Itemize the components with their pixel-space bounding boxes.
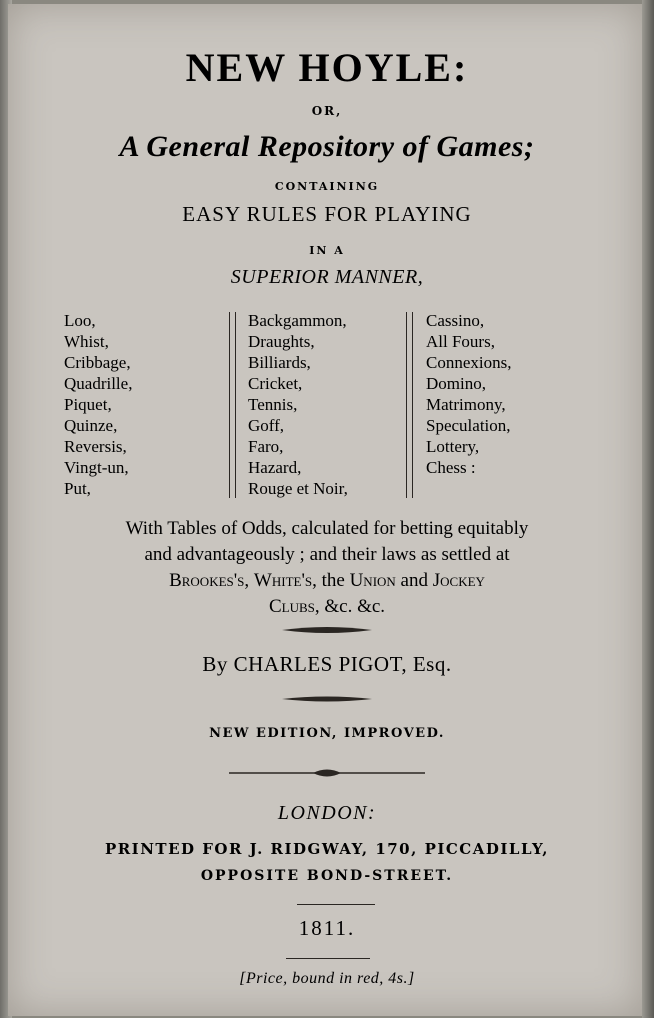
game-item: Goff, <box>248 416 285 435</box>
game-item: Backgammon, <box>248 311 347 330</box>
description-line <box>40 594 614 620</box>
address-line: OPPOSITE BOND-STREET. <box>200 868 454 884</box>
column-divider <box>406 312 413 498</box>
game-item: Cribbage, <box>64 353 131 372</box>
games-column-3 <box>426 310 511 478</box>
game-item: Quadrille, <box>64 374 133 393</box>
game-item: Loo, <box>64 311 96 330</box>
description-word: and <box>400 570 428 591</box>
description-word: the <box>321 570 345 591</box>
game-item: Tennis, <box>248 395 298 414</box>
game-item: Draughts, <box>248 332 315 351</box>
ornament-divider <box>0 692 654 706</box>
london-line: LONDON: <box>277 802 377 824</box>
game-item: Chess : <box>426 458 476 477</box>
game-item: Put, <box>64 479 91 498</box>
description-line: and advantageously ; and their laws as settled at <box>144 544 510 565</box>
column-divider <box>229 312 236 498</box>
club-name: Jockey <box>432 570 485 591</box>
game-item: Cassino, <box>426 311 485 330</box>
publication-year: 1811. <box>298 916 356 940</box>
game-item: Faro, <box>248 437 284 456</box>
ornament-divider <box>0 623 654 637</box>
rule-divider <box>286 958 370 959</box>
club-name: White's, <box>253 570 317 591</box>
club-name: Clubs, <box>268 596 320 617</box>
book-title: NEW HOYLE: <box>185 45 469 90</box>
printer-line: PRINTED FOR J. RIDGWAY, 170, PICCADILLY, <box>104 840 550 858</box>
game-item: Cricket, <box>248 374 303 393</box>
game-item: All Fours, <box>426 332 495 351</box>
easy-rules-line: EASY RULES FOR PLAYING <box>182 202 472 226</box>
club-name: Union <box>349 570 396 591</box>
game-item: Lottery, <box>426 437 480 456</box>
game-item: Matrimony, <box>426 395 506 414</box>
description-word: &c. &c. <box>324 596 386 617</box>
games-column-1 <box>64 310 132 499</box>
club-name: Brookes's, <box>169 570 250 591</box>
description-paragraph <box>40 516 614 620</box>
game-item: Quinze, <box>64 416 118 435</box>
game-item: Domino, <box>426 374 486 393</box>
description-line <box>40 568 614 594</box>
description-line: With Tables of Odds, calculated for betting equitably <box>125 518 529 539</box>
game-item: Connexions, <box>426 353 512 372</box>
game-item: Billiards, <box>248 353 311 372</box>
containing-line: CONTAINING <box>274 180 380 193</box>
author-line: By CHARLES PIGOT, Esq. <box>202 652 452 676</box>
ornament-divider <box>0 766 654 780</box>
rule-divider <box>297 904 375 905</box>
game-item: Speculation, <box>426 416 511 435</box>
game-item: Hazard, <box>248 458 302 477</box>
book-subtitle: A General Repository of Games; <box>119 130 535 163</box>
games-column-2 <box>248 310 348 499</box>
game-item: Reversis, <box>64 437 127 456</box>
superior-manner-line: SUPERIOR MANNER, <box>230 266 424 288</box>
game-item: Vingt-un, <box>64 458 129 477</box>
price-line: [Price, bound in red, 4s.] <box>239 970 415 987</box>
game-item: Piquet, <box>64 395 112 414</box>
edition-line: NEW EDITION, IMPROVED. <box>209 726 445 741</box>
game-item: Whist, <box>64 332 109 351</box>
in-a-line: IN A <box>309 244 345 257</box>
game-item: Rouge et Noir, <box>248 479 348 498</box>
or-line: OR, <box>311 104 343 118</box>
